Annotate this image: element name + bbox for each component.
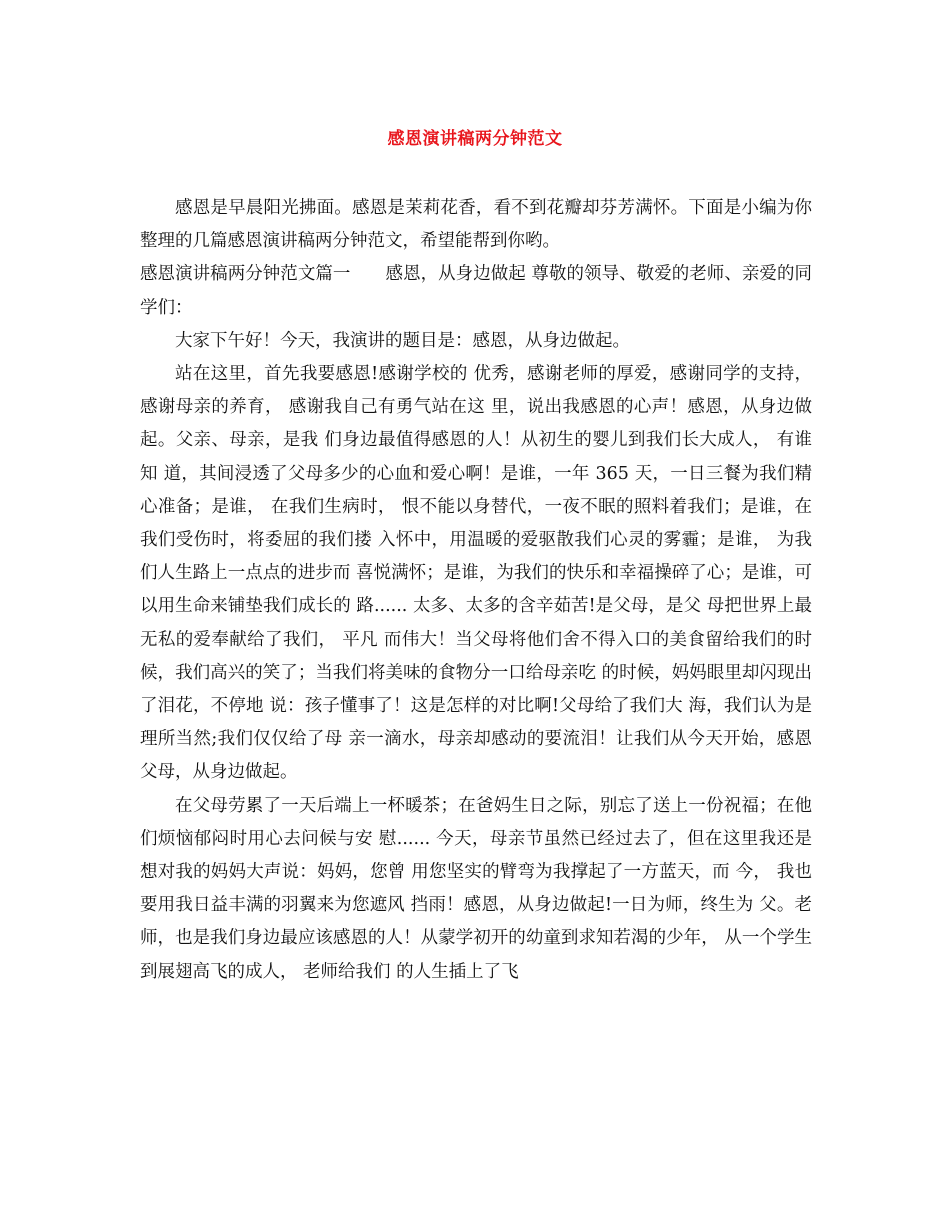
paragraph-heading-greeting: 感恩演讲稿两分钟范文篇一 感恩，从身边做起 尊敬的领导、敬爱的老师、亲爱的同学们： [140, 264, 812, 318]
paragraph-teachers: 在父母劳累了一天后端上一杯暖茶；在爸妈生日之际，别忘了送上一份祝福；在他们烦恼郁闷时用心去问候与安 慰...... 今天，母亲节虽然已经过去了，但在这里我还是想对我的妈妈大声说：妈妈，您曾 用您坚实的臂弯为我撑起了一方蓝天，而 今， 我也要用我日益丰满的羽翼来为您遮风 挡雨！感恩，从身边做起!一日为师，终生为 父。老师，也是我们身边最应该感恩的人！从蒙学初开的幼童到求知若渴的少年， 从一个学生到展翅高飞的成人， 老师给我们 的人生插上了飞 [140, 795, 812, 982]
paragraph-intro: 感恩是早晨阳光拂面。感恩是茉莉花香，看不到花瓣却芬芳满怀。下面是小编为你整理的几篇感恩演讲稿两分钟范文，希望能帮到你哟。 [140, 198, 812, 252]
document-title: 感恩演讲稿两分钟范文 [387, 129, 563, 149]
paragraph-opening: 大家下午好！今天，我演讲的题目是：感恩，从身边做起。 [175, 330, 630, 351]
paragraph-parents: 站在这里，首先我要感恩!感谢学校的 优秀，感谢老师的厚爱，感谢同学的支持，感谢母亲的养育， 感谢我自己有勇气站在这 里，说出我感恩的心声！感恩，从身边做起。父亲、母亲，是我 们身边最值得感恩的人！从初生的婴儿到我们长大成人， 有谁知 道，其间浸透了父母多少的心血和爱心啊！是谁，一年 365 天，一日三餐为我们精 心准备；是谁， 在我们生病时， 恨不能以身替代，一夜不眠的照料着我们；是谁，在我们受伤时，将委屈的我们搂 入怀中，用温暖的爱驱散我们心灵的雾霾；是谁， 为我们人生路上一点点的进步而 喜悦满怀；是谁，为我们的快乐和幸福操碎了心；是谁，可以用生命来铺垫我们成长的 路...... 太多、太多的含辛茹苦!是父母，是父 母把世界上最无私的爱奉献给了我们， 平凡 而伟大！当父母将他们舍不得入口的美食留给我们的时候，我们高兴的笑了；当我们将美味的食物分一口给母亲吃 的时候，妈妈眼里却闪现出了泪花，不停地 说：孩子懂事了！这是怎样的对比啊!父母给了我们大 海，我们认为是理所当然;我们仅仅给了母 亲一滴水，母亲却感动的要流泪！让我们从今天开始，感恩父母，从身边做起。 [140, 364, 812, 783]
document-body [140, 192, 812, 989]
